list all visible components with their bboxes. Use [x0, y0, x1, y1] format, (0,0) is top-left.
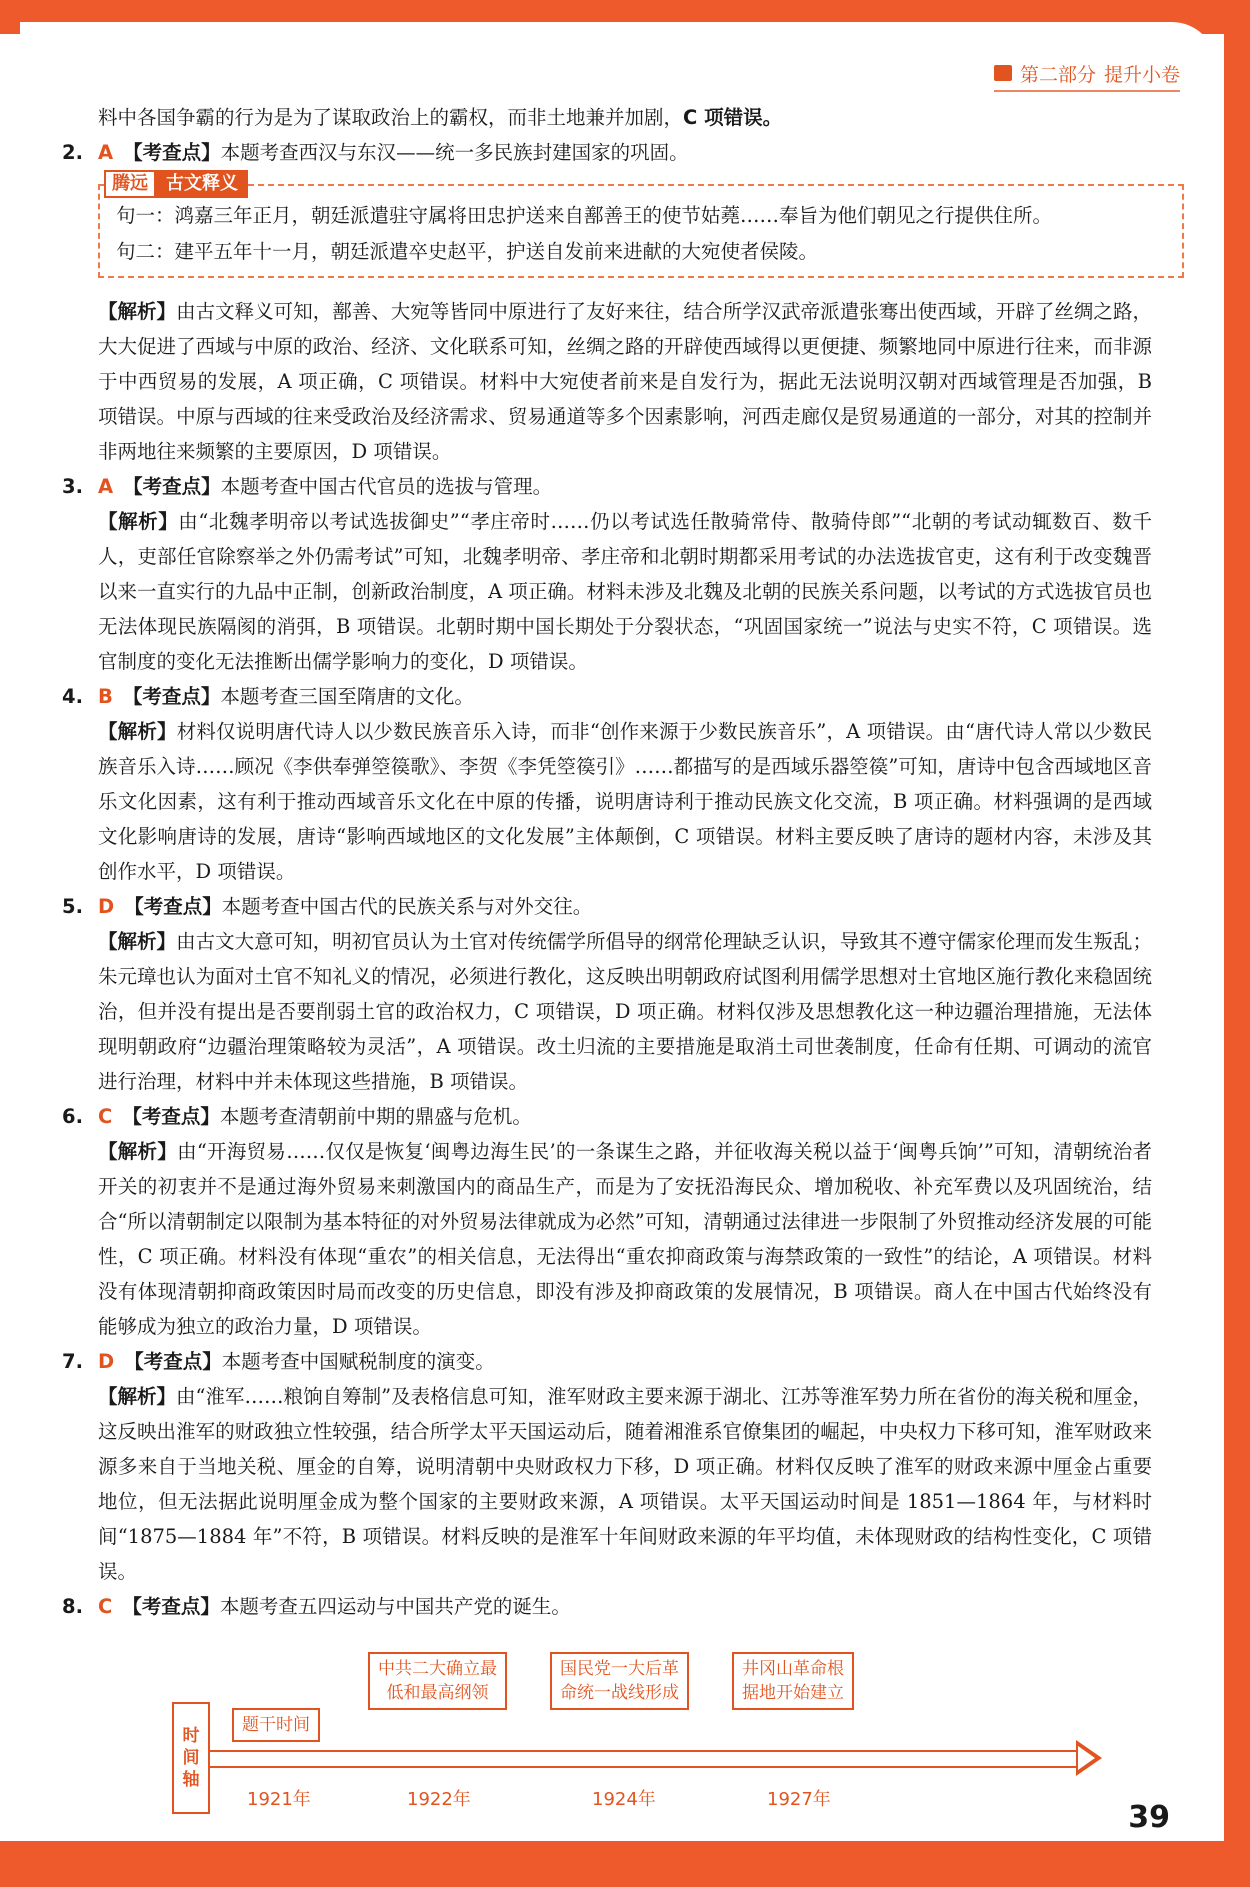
timeline-year: 1924年 [592, 1789, 656, 1810]
intro-paragraph: 料中各国争霸的行为是为了谋取政治上的霸权，而非土地兼并加剧，C 项错误。 [98, 106, 783, 129]
right-frame [1224, 0, 1250, 1887]
question-5-header: 5. D 【考查点】 本题考查中国古代的民族关系与对外交往。 [62, 889, 1152, 924]
timeline-event: 中共二大确立最 低和最高纲领 [368, 1652, 507, 1710]
book-icon [994, 65, 1012, 81]
answer-letter: A [98, 475, 114, 498]
question-6-analysis: 【解析】由“开海贸易……仅仅是恢复‘闽粤边海生民’的一条谋生之路，并征收海关税以益于‘闽粤兵饷’”可知，清朝统治者开关的初衷并不是通过海外贸易来刺激国内的商品生产，而是为了安抚沿海民众、增加税收、补充军费以及巩固统治，结合“所以清朝制定以限制为基本特征的对外贸易法律就成为必然”可知，清朝通过法律进一步限制了外贸推动经济发展的可能性，C 项正确。材料没有体现“重农”的相关信息，无法得出“重农抑商政策与海禁政策的一致性”的结论，A 项错误。材料没有体现清朝抑商政策因时局而改变的历史信息，即没有涉及抑商政策的发展情况，B 项错误。商人在中国古代始终没有能够成为独立的政治力量，D 项错误。 [98, 1140, 1152, 1338]
note-tag: 腾远 古文释义 [104, 170, 248, 198]
question-7-header: 7. D 【考查点】 本题考查中国赋税制度的演变。 [62, 1344, 1152, 1379]
answer-letter: D [98, 1350, 115, 1373]
note-line: 句二：建平五年十一月，朝廷派遣卒史赵平，护送自发前来进献的大宛使者侯陵。 [116, 240, 819, 263]
question-3-analysis: 【解析】由“北魏孝明帝以考试选拔御史”“孝庄帝时……仍以考试选任散骑常侍、散骑侍郎”“北朝的考试动辄数百、数千人，吏部任官除察举之外仍需考试”可知，北魏孝明帝、孝庄帝和北朝时期都采用考试的办法选拔官吏，这有利于改变魏晋以来一直实行的九品中正制，创新政治制度，A 项正确。材料未涉及北魏及北朝的民族关系问题，以考试的方式选拔官员也无法体现民族隔阂的消弭，B 项错误。北朝时期中国长期处于分裂状态，“巩固国家统一”说法与史实不符，C 项错误。选官制度的变化无法推断出儒学影响力的变化，D 项错误。 [98, 510, 1152, 673]
header-rule [994, 90, 1180, 92]
classical-translation-box [98, 173, 1184, 278]
question-4-analysis: 【解析】材料仅说明唐代诗人以少数民族音乐入诗，而非“创作来源于少数民族音乐”，A 项错误。由“唐代诗人常以少数民族音乐入诗……顾况《李供奉弹箜篌歌》、李贺《李凭箜篌引》……都描写的是西域乐器箜篌”可知，唐诗中包含西域地区音乐文化因素，这有利于推动西域音乐文化在中原的传播，说明唐诗利于推动民族文化交流，B 项正确。材料强调的是西域文化影响唐诗的发展，唐诗“影响西域地区的文化发展”主体颠倒，C 项错误。材料主要反映了唐诗的题材内容，未涉及其创作水平，D 项错误。 [98, 720, 1152, 883]
arrow-inner [1078, 1746, 1095, 1770]
question-2-analysis: 【解析】由古文释义可知，鄯善、大宛等皆同中原进行了友好来往，结合所学汉武帝派遣张骞出使西域，开辟了丝绸之路，大大促进了西域与中原的政治、经济、文化联系可知，丝绸之路的开辟使西域得以更便捷、频繁地同中原进行往来，而非源于中西贸易的发展，A 项正确，C 项错误。材料中大宛使者前来是自发行为，据此无法说明汉朝对西域管理是否加强，B 项错误。中原与西域的往来受政治及经济需求、贸易通道等多个因素影响，河西走廊仅是贸易通道的一部分，对其的控制并非两地往来频繁的主要原因，D 项错误。 [98, 300, 1152, 463]
page-number: 39 [1128, 1800, 1170, 1835]
section-label: 第二部分 [1019, 63, 1096, 86]
question-6-header: 6. C 【考查点】 本题考查清朝前中期的鼎盛与危机。 [62, 1099, 1152, 1134]
note-line: 句一：鸿嘉三年正月，朝廷派遣驻守属将田忠护送来自鄯善王的使节姑蕘……奉旨为他们朝见之行提供住所。 [116, 204, 1053, 227]
question-7-analysis: 【解析】由“淮军……粮饷自筹制”及表格信息可知，淮军财政主要来源于湖北、江苏等淮军势力所在省份的海关税和厘金，这反映出淮军的财政独立性较强，结合所学太平天国运动后，随着湘淮系官僚集团的崛起，中央权力下移可知，淮军财政来源多来自于当地关税、厘金的自筹，说明清朝中央财政权力下移，D 项正确。材料仅反映了淮军的财政来源中厘金占重要地位，但无法据此说明厘金成为整个国家的主要财政来源，A 项错误。太平天国运动时间是 1851—1864 年，与材料时间“1875—1884 年”不符，B 项错误。材料反映的是淮军十年间财政来源的年平均值，未体现财政的结构性变化，C 项错误。 [98, 1385, 1152, 1583]
timeline-year: 1922年 [407, 1789, 471, 1810]
section-title: 提升小卷 [1103, 63, 1180, 86]
timeline-year: 1921年 [247, 1789, 311, 1810]
timeline-diagram [62, 1632, 1152, 1810]
answer-letter: C [98, 1595, 113, 1618]
answer-letter: D [98, 895, 115, 918]
answer-letter: A [98, 141, 114, 164]
timeline-year: 1927年 [767, 1789, 831, 1810]
section-header [994, 60, 1180, 86]
timeline-axis [208, 1750, 1080, 1768]
answer-letter: C [98, 1105, 113, 1128]
timeline-event: 题干时间 [232, 1708, 320, 1742]
question-3-header: 3. A 【考查点】 本题考查中国古代官员的选拔与管理。 [62, 469, 1152, 504]
question-8-header: 8. C 【考查点】 本题考查五四运动与中国共产党的诞生。 [62, 1589, 1152, 1624]
question-4-header: 4. B 【考查点】 本题考查三国至隋唐的文化。 [62, 679, 1152, 714]
answer-letter: B [98, 685, 113, 708]
timeline-label: 时 间 轴 [172, 1702, 210, 1814]
timeline-event: 国民党一大后革 命统一战线形成 [550, 1652, 689, 1710]
question-5-analysis: 【解析】由古文大意可知，明初官员认为土官对传统儒学所倡导的纲常伦理缺乏认识，导致其不遵守儒家伦理而发生叛乱；朱元璋也认为面对土官不知礼义的情况，必须进行教化，这反映出明朝政府试图利用儒学思想对土官地区施行教化来稳固统治，但并没有提出是否要削弱土官的政治权力，C 项错误，D 项正确。材料仅涉及思想教化这一种边疆治理措施，无法体现明朝政府“边疆治理策略较为灵活”，A 项错误。改土归流的主要措施是取消土司世袭制度，任命有任期、可调动的流官进行治理，材料中并未体现这些措施，B 项错误。 [98, 930, 1152, 1093]
timeline-event: 井冈山革命根 据地开始建立 [732, 1652, 854, 1710]
question-2-header: 2. A 【考查点】 本题考查西汉与东汉——统一多民族封建国家的巩固。 [62, 135, 1152, 170]
answer-content [62, 100, 1152, 1810]
bottom-frame [0, 1841, 1250, 1887]
